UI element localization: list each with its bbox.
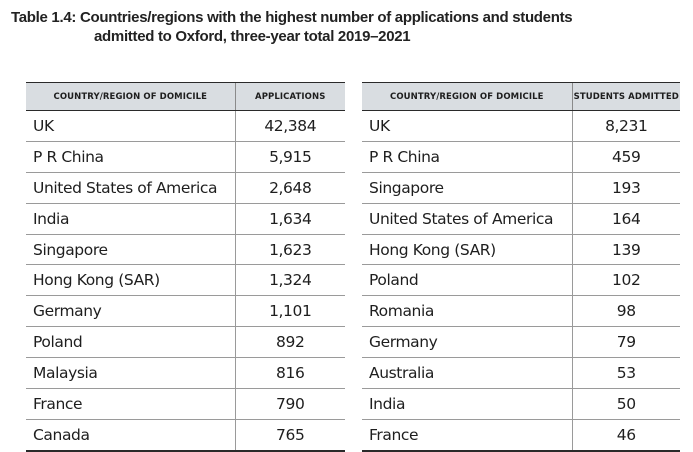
- admitted-header-row: [362, 83, 680, 111]
- applications-row: [26, 265, 345, 296]
- applications-value-cell: 2,648: [235, 172, 345, 203]
- applications-row: [26, 111, 345, 142]
- admitted-table-body: [362, 111, 680, 451]
- admitted-header-value: STUDENTS ADMITTED: [572, 83, 680, 111]
- admitted-value-cell: 98: [572, 296, 680, 327]
- table-title-line-1: Table 1.4: Countries/regions with the highest number of applications and students: [11, 9, 573, 26]
- applications-row: [26, 203, 345, 234]
- applications-header-value: APPLICATIONS: [235, 83, 345, 111]
- admitted-value-cell: 8,231: [572, 111, 680, 142]
- applications-header-country: COUNTRY/REGION OF DOMICILE: [26, 83, 235, 111]
- admitted-country-cell: Australia: [362, 358, 572, 389]
- admitted-value-cell: 50: [572, 389, 680, 420]
- applications-value-cell: 1,634: [235, 203, 345, 234]
- applications-value-cell: 892: [235, 327, 345, 358]
- applications-value-cell: 816: [235, 358, 345, 389]
- applications-country-cell: India: [26, 203, 235, 234]
- admitted-country-cell: India: [362, 389, 572, 420]
- applications-table: [26, 82, 345, 452]
- admitted-row: [362, 234, 680, 265]
- admitted-value-cell: 102: [572, 265, 680, 296]
- applications-row: [26, 234, 345, 265]
- admitted-country-cell: P R China: [362, 141, 572, 172]
- admitted-country-cell: Germany: [362, 327, 572, 358]
- admitted-value-cell: 46: [572, 419, 680, 450]
- applications-row: [26, 296, 345, 327]
- applications-row: [26, 327, 345, 358]
- admitted-country-cell: Singapore: [362, 172, 572, 203]
- applications-country-cell: Poland: [26, 327, 235, 358]
- applications-country-cell: France: [26, 389, 235, 420]
- admitted-country-cell: Romania: [362, 296, 572, 327]
- applications-country-cell: Germany: [26, 296, 235, 327]
- admitted-row: [362, 111, 680, 142]
- admitted-row: [362, 389, 680, 420]
- applications-row: [26, 172, 345, 203]
- applications-value-cell: 5,915: [235, 141, 345, 172]
- applications-row: [26, 419, 345, 450]
- admitted-value-cell: 193: [572, 172, 680, 203]
- admitted-row: [362, 419, 680, 450]
- applications-country-cell: Hong Kong (SAR): [26, 265, 235, 296]
- applications-value-cell: 1,101: [235, 296, 345, 327]
- applications-value-cell: 765: [235, 419, 345, 450]
- applications-country-cell: UK: [26, 111, 235, 142]
- admitted-value-cell: 139: [572, 234, 680, 265]
- table-title: [11, 8, 611, 46]
- admitted-row: [362, 327, 680, 358]
- applications-header-row: [26, 83, 345, 111]
- admitted-row: [362, 265, 680, 296]
- applications-country-cell: Singapore: [26, 234, 235, 265]
- admitted-country-cell: Poland: [362, 265, 572, 296]
- admitted-country-cell: UK: [362, 111, 572, 142]
- admitted-header-country: COUNTRY/REGION OF DOMICILE: [362, 83, 572, 111]
- applications-country-cell: United States of America: [26, 172, 235, 203]
- applications-value-cell: 42,384: [235, 111, 345, 142]
- admitted-value-cell: 79: [572, 327, 680, 358]
- admitted-value-cell: 53: [572, 358, 680, 389]
- admitted-row: [362, 172, 680, 203]
- admitted-row: [362, 141, 680, 172]
- applications-value-cell: 790: [235, 389, 345, 420]
- applications-table-body: [26, 111, 345, 451]
- applications-row: [26, 141, 345, 172]
- admitted-table: [362, 82, 680, 452]
- applications-country-cell: Canada: [26, 419, 235, 450]
- admitted-row: [362, 358, 680, 389]
- admitted-row: [362, 203, 680, 234]
- applications-row: [26, 389, 345, 420]
- admitted-country-cell: Hong Kong (SAR): [362, 234, 572, 265]
- admitted-value-cell: 164: [572, 203, 680, 234]
- admitted-row: [362, 296, 680, 327]
- applications-country-cell: Malaysia: [26, 358, 235, 389]
- admitted-country-cell: France: [362, 419, 572, 450]
- table-title-line-2: admitted to Oxford, three-year total 2019–2021: [94, 28, 411, 45]
- applications-country-cell: P R China: [26, 141, 235, 172]
- applications-value-cell: 1,623: [235, 234, 345, 265]
- admitted-value-cell: 459: [572, 141, 680, 172]
- applications-value-cell: 1,324: [235, 265, 345, 296]
- applications-row: [26, 358, 345, 389]
- admitted-country-cell: United States of America: [362, 203, 572, 234]
